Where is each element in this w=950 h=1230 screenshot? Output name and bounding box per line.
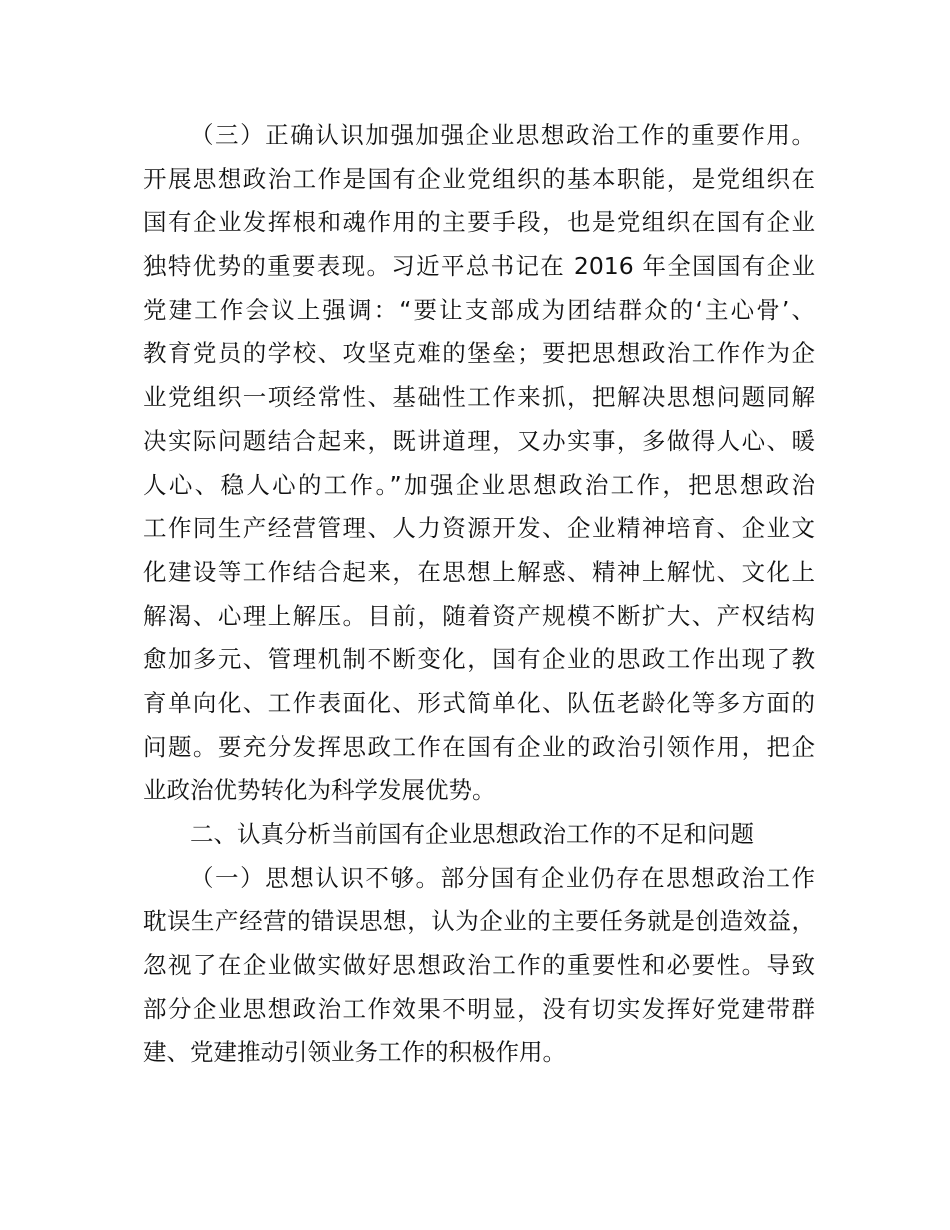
paragraph-line: 愈加多元、管理机制不断变化，国有企业的思政工作出现了教 bbox=[143, 645, 815, 674]
paragraph-line: 独特优势的重要表现。习近平总书记在 2016 年全国国有企业 bbox=[143, 252, 815, 281]
paragraph-line: 忽视了在企业做实做好思想政治工作的重要性和必要性。导致 bbox=[143, 951, 815, 980]
paragraph-line: 育单向化、工作表面化、形式简单化、队伍老龄化等多方面的 bbox=[143, 688, 815, 717]
section-heading: 二、认真分析当前国有企业思想政治工作的不足和问题 bbox=[190, 820, 754, 848]
paragraph-line: 决实际问题结合起来，既讲道理，又办实事，多做得人心、暖 bbox=[143, 426, 815, 455]
paragraph-line: 建、党建推动引领业务工作的积极作用。 bbox=[143, 1038, 566, 1067]
paragraph-line: （三）正确认识加强加强企业思想政治工作的重要作用。 bbox=[190, 121, 815, 149]
paragraph-line: 业党组织一项经常性、基础性工作来抓，把解决思想问题同解 bbox=[143, 383, 815, 412]
paragraph-line: 问题。要充分发挥思政工作在国有企业的政治引领作用，把企 bbox=[143, 732, 815, 761]
paragraph-line: 耽误生产经营的错误思想，认为企业的主要任务就是创造效益， bbox=[143, 907, 815, 936]
section-3-paragraph bbox=[143, 114, 815, 813]
paragraph-line: 工作同生产经营管理、人力资源开发、企业精神培育、企业文 bbox=[143, 514, 815, 543]
subsection-1-paragraph bbox=[143, 857, 815, 1075]
paragraph-line: 国有企业发挥根和魂作用的主要手段，也是党组织在国有企业 bbox=[143, 208, 815, 237]
document-page bbox=[143, 114, 815, 1075]
paragraph-line: 化建设等工作结合起来，在思想上解惑、精神上解忧、文化上 bbox=[143, 557, 815, 586]
paragraph-line: 开展思想政治工作是国有企业党组织的基本职能，是党组织在 bbox=[143, 164, 815, 193]
paragraph-line: 部分企业思想政治工作效果不明显，没有切实发挥好党建带群 bbox=[143, 994, 815, 1023]
paragraph-line: （一）思想认识不够。部分国有企业仍存在思想政治工作 bbox=[190, 863, 815, 892]
paragraph-line: 解渴、心理上解压。目前，随着资产规模不断扩大、产权结构 bbox=[143, 601, 815, 630]
paragraph-line: 教育党员的学校、攻坚克难的堡垒；要把思想政治工作作为企 bbox=[143, 339, 815, 368]
paragraph-line: 业政治优势转化为科学发展优势。 bbox=[143, 776, 496, 805]
paragraph-line: 人心、稳人心的工作。”加强企业思想政治工作，把思想政治 bbox=[143, 470, 815, 499]
paragraph-line: 党建工作会议上强调：“要让支部成为团结群众的‘主心骨’、 bbox=[143, 295, 815, 324]
